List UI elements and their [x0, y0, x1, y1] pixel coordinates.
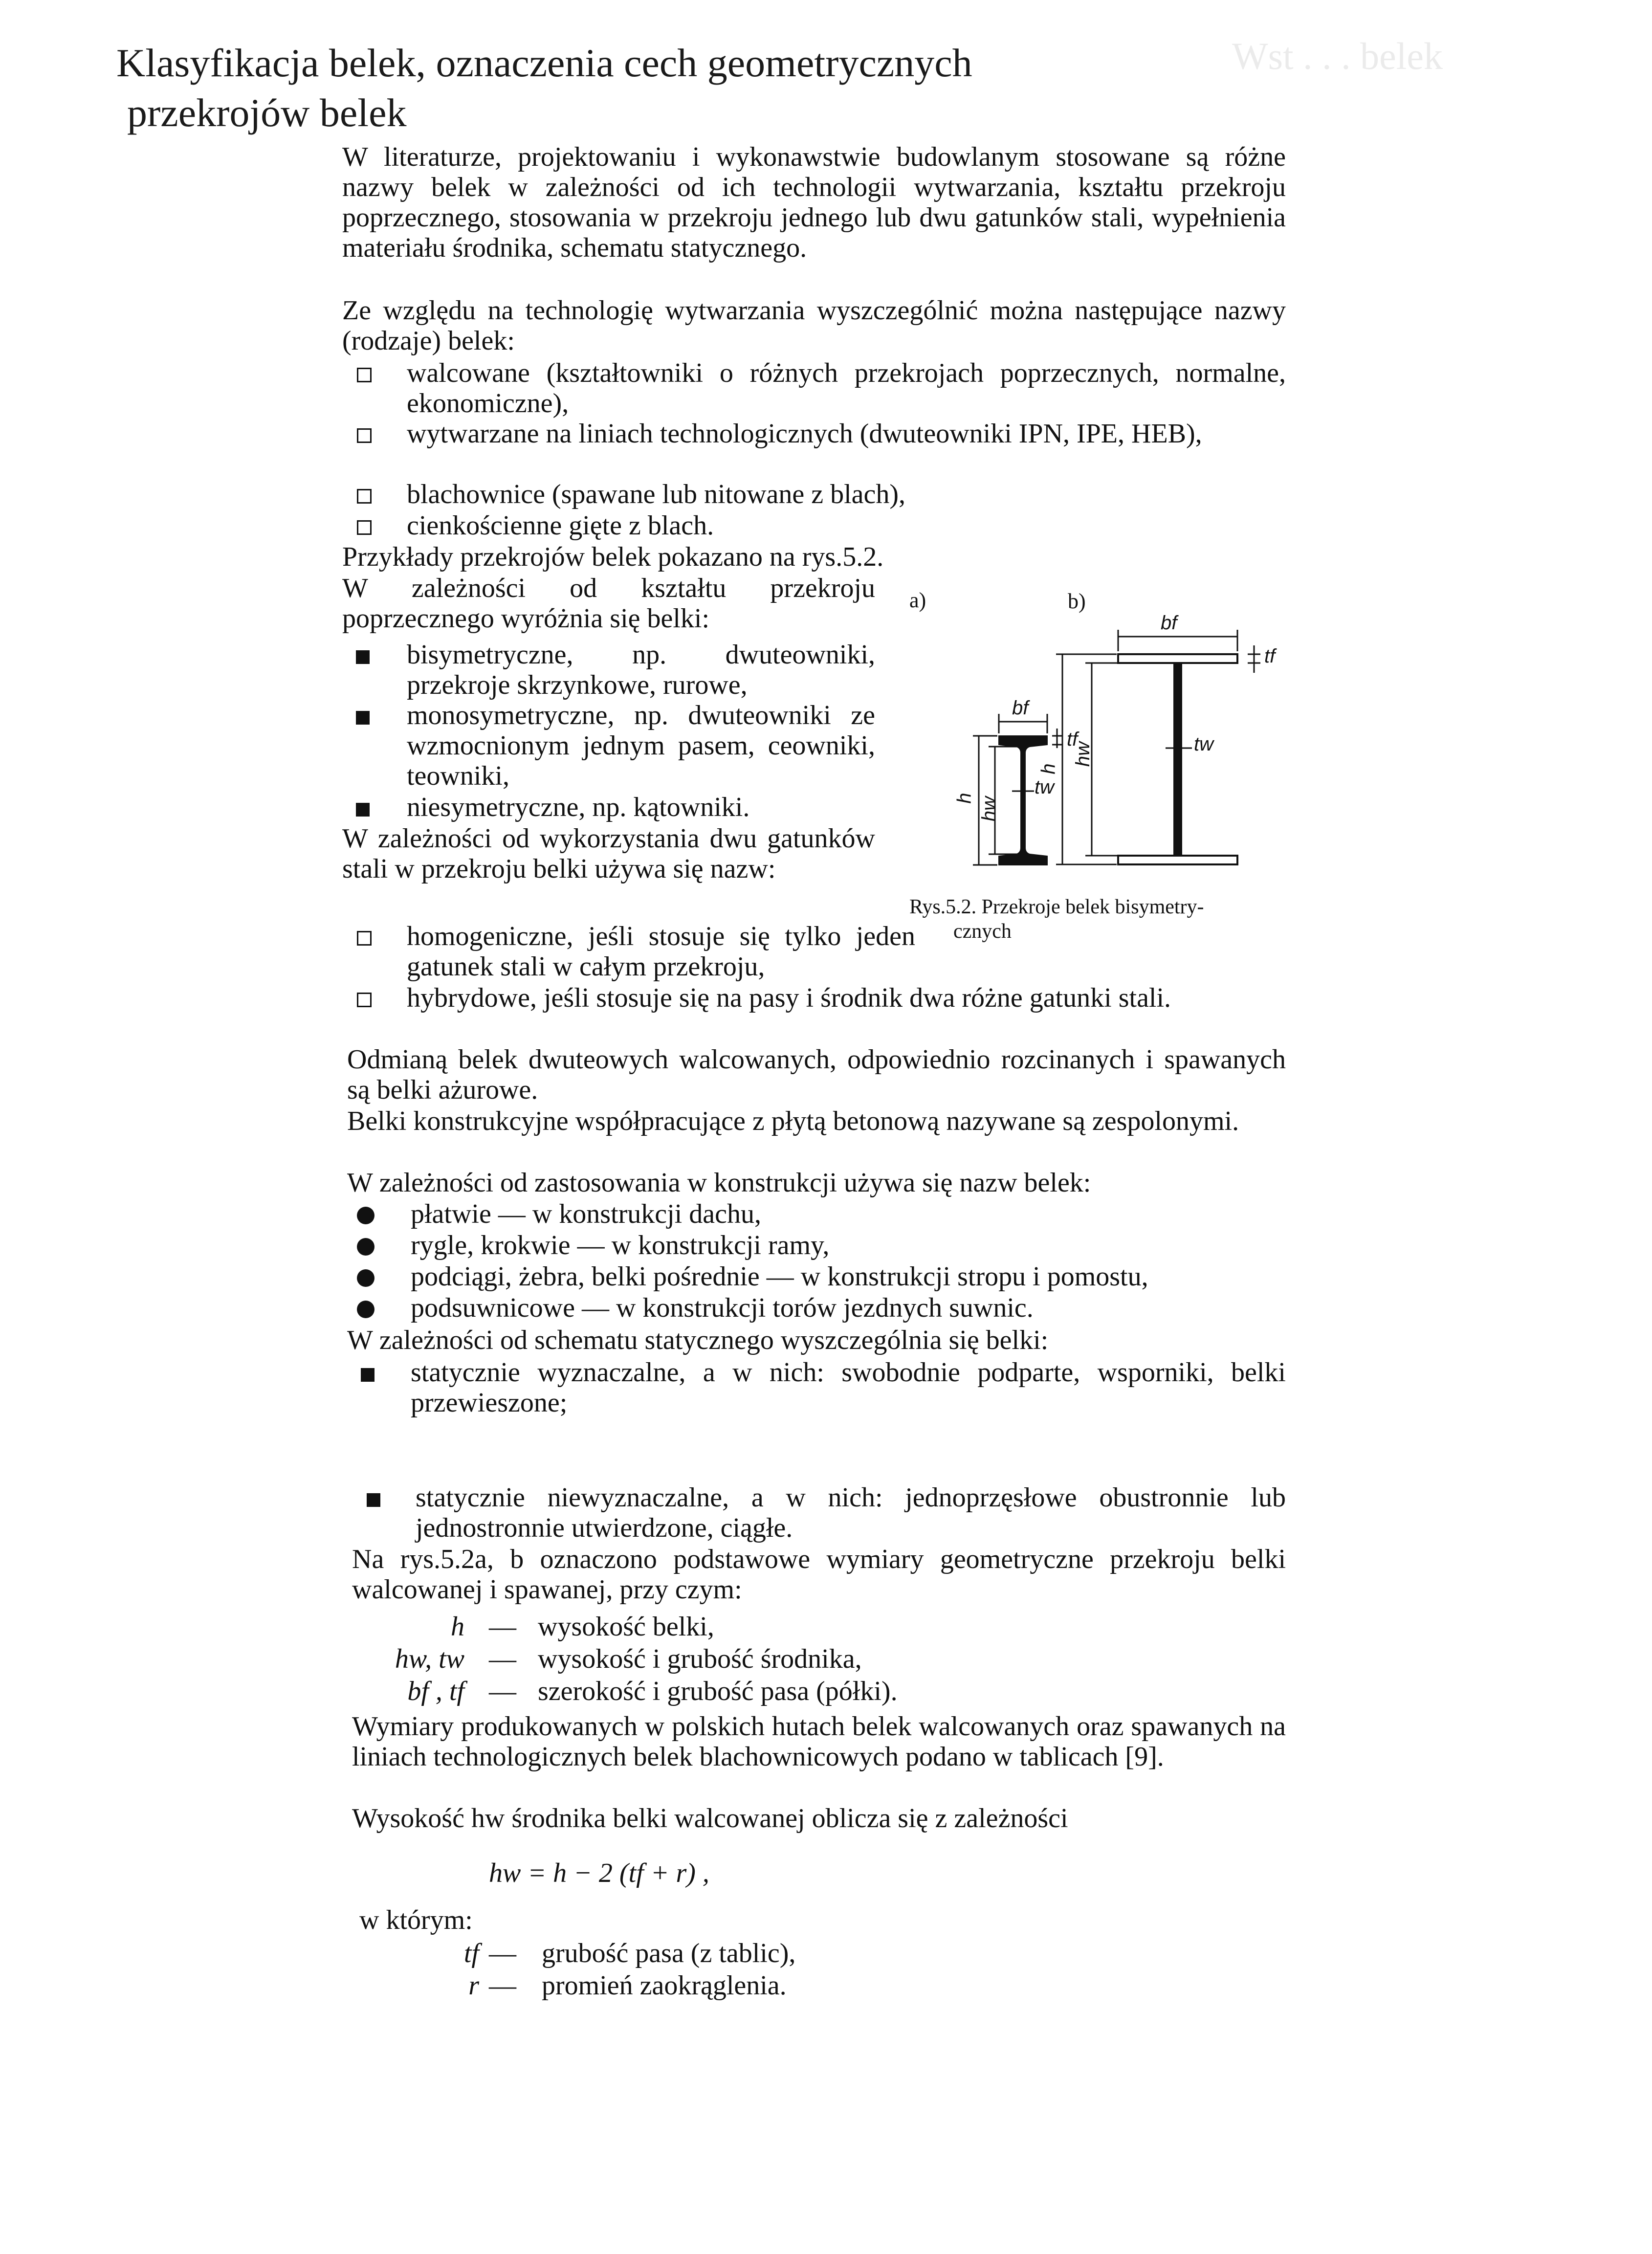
def-text: wysokość i grubość środnika, — [538, 1644, 862, 1674]
welded-plate-girder-section — [1118, 654, 1237, 864]
def-dash: — — [489, 1676, 516, 1706]
paragraph-static-scheme: W zależności od schematu statycznego wyszczególnia się belki: — [347, 1325, 1049, 1355]
open-square-bullet — [357, 520, 372, 535]
dim-tw-b: tw — [1194, 733, 1213, 755]
list-item: homogeniczne, jeśli stosuje się tylko jeden gatunek stali w całym przekroju, — [407, 921, 915, 982]
figure-caption — [909, 895, 1300, 919]
round-bullet — [357, 1269, 374, 1287]
def-dash: — — [489, 1938, 516, 1968]
list-item: statycznie niewyznaczalne, a w nich: jednoprzęsłowe obustronnie lub jednostronnie utwierdzone, ciągłe. — [416, 1482, 1286, 1543]
filled-square-bullet — [356, 711, 370, 725]
open-square-bullet — [357, 489, 372, 504]
list-item: wytwarzane na liniach technologicznych (dwuteowniki IPN, IPE, HEB), — [407, 419, 1202, 449]
caption-line-1: Rys.5.2. Przekroje belek bisymetry- — [909, 896, 1204, 918]
rolled-i-beam-section — [999, 736, 1047, 865]
label-b: b) — [1068, 589, 1086, 613]
def-dash: — — [489, 1612, 516, 1642]
label-a: a) — [909, 588, 926, 612]
open-square-bullet — [357, 368, 372, 382]
paragraph-dimensions: Na rys.5.2a, b oznaczono podstawowe wymiary geometryczne przekroju belki walcowanej i spawanej, przy czym: — [352, 1544, 1286, 1605]
figure-5-2 — [875, 582, 1296, 918]
title-line-2: przekrojów belek — [127, 90, 407, 135]
list-item: monosymetryczne, np. dwuteowniki ze wzmocnionym jednym pasem, ceowniki, teowniki, — [407, 700, 875, 791]
filled-square-bullet — [361, 1368, 374, 1382]
dim-h-b: h — [1037, 763, 1059, 774]
round-bullet — [357, 1207, 374, 1224]
open-square-bullet — [357, 993, 372, 1007]
show-through-text: Wst . . . belek — [1232, 35, 1443, 77]
paragraph-tables: Wymiary produkowanych w polskich hutach belek walcowanych oraz spawanych na liniach technologicznych belek blachownicowych podano w tablicach [9]. — [352, 1711, 1286, 1772]
page-title — [116, 38, 1241, 138]
def-text: promień zaokrąglenia. — [542, 1970, 787, 2001]
list-item: hybrydowe, jeśli stosuje się na pasy i środnik dwa różne gatunki stali. — [407, 983, 1171, 1013]
dim-hw-b: hw — [1072, 741, 1094, 767]
list-item: bisymetryczne, np. dwuteowniki, przekroje skrzynkowe, rurowe, — [407, 640, 875, 700]
def-symbol: h — [451, 1612, 464, 1642]
paragraph-where: w którym: — [359, 1905, 473, 1935]
list-item: statycznie wyznaczalne, a w nich: swobodnie podparte, wsporniki, belki przewieszone; — [411, 1357, 1286, 1418]
def-dash: — — [489, 1644, 516, 1674]
list-item: podciągi, żebra, belki pośrednie — w konstrukcji stropu i pomostu, — [411, 1261, 1148, 1292]
web-height-formula: hw = h − 2 (tf + r) , — [489, 1858, 709, 1888]
filled-square-bullet — [356, 650, 370, 664]
def-text: wysokość belki, — [538, 1612, 714, 1642]
open-square-bullet — [357, 931, 372, 946]
list-item: niesymetryczne, np. kątowniki. — [407, 792, 750, 822]
paragraph-web-height: Wysokość hw środnika belki walcowanej oblicza się z zależności — [352, 1803, 1068, 1834]
paragraph-intro: W literaturze, projektowaniu i wykonawstwie budowlanym stosowane są różne nazwy belek w zależności od ich technologii wytwarzania, kształtu przekroju poprzecznego, stosowania w przekroju jednego lub dwu gatunków stali, wypełnienia materiału środnika, schematu statycznego. — [342, 142, 1286, 263]
paragraph-technology: Ze względu na technologię wytwarzania wyszczególnić można następujące nazwy (rodzaje) belek: — [342, 295, 1286, 356]
list-item: blachownice (spawane lub nitowane z blach), — [407, 479, 906, 509]
paragraph-composite: Belki konstrukcyjne współpracujące z płytą betonową nazywane są zespolonymi. — [347, 1106, 1239, 1136]
def-dash: — — [489, 1970, 516, 2001]
caption-line-2: cznych — [953, 920, 1012, 943]
list-item: rygle, krokwie — w konstrukcji ramy, — [411, 1230, 830, 1260]
list-item: cienkościenne gięte z blach. — [407, 510, 714, 541]
list-item: płatwie — w konstrukcji dachu, — [411, 1199, 761, 1229]
title-line-1: Klasyfikacja belek, oznaczenia cech geometrycznych — [116, 41, 972, 85]
def-symbol: bf , tf — [407, 1676, 464, 1706]
dim-tw-a: tw — [1035, 776, 1054, 798]
paragraph-steel-grades: W zależności od wykorzystania dwu gatunków stali w przekroju belki używa się nazw: — [342, 823, 875, 884]
dim-h-a: h — [953, 793, 975, 804]
dim-hw-a: hw — [978, 796, 1000, 822]
def-symbol: r — [468, 1970, 479, 2001]
dim-tf-b: tf — [1264, 645, 1276, 667]
def-text: grubość pasa (z tablic), — [542, 1938, 796, 1968]
list-item: walcowane (kształtowniki o różnych przekrojach poprzecznych, normalne, ekonomiczne), — [407, 358, 1286, 419]
def-text: szerokość i grubość pasa (półki). — [538, 1676, 898, 1706]
filled-square-bullet — [356, 803, 370, 817]
paragraph-application: W zależności od zastosowania w konstrukcji używa się nazw belek: — [347, 1168, 1091, 1198]
def-symbol: tf — [463, 1938, 479, 1968]
dim-tf-a: tf — [1067, 729, 1078, 750]
def-symbol: hw, tw — [395, 1644, 464, 1674]
paragraph-shape: W zależności od kształtu przekroju poprzecznego wyróżnia się belki: — [342, 573, 875, 634]
filled-square-bullet — [367, 1493, 380, 1507]
round-bullet — [357, 1238, 374, 1256]
open-square-bullet — [357, 428, 372, 443]
list-item: podsuwnicowe — w konstrukcji torów jezdnych suwnic. — [411, 1293, 1034, 1323]
paragraph-examples: Przykłady przekrojów belek pokazano na rys.5.2. — [342, 542, 884, 572]
dim-bf-b: bf — [1161, 612, 1177, 634]
round-bullet — [357, 1301, 374, 1318]
dim-bf-a: bf — [1012, 697, 1029, 719]
paragraph-castellated: Odmianą belek dwuteowych walcowanych, odpowiednio rozcinanych i spawanych są belki ażurowe. — [347, 1044, 1286, 1105]
